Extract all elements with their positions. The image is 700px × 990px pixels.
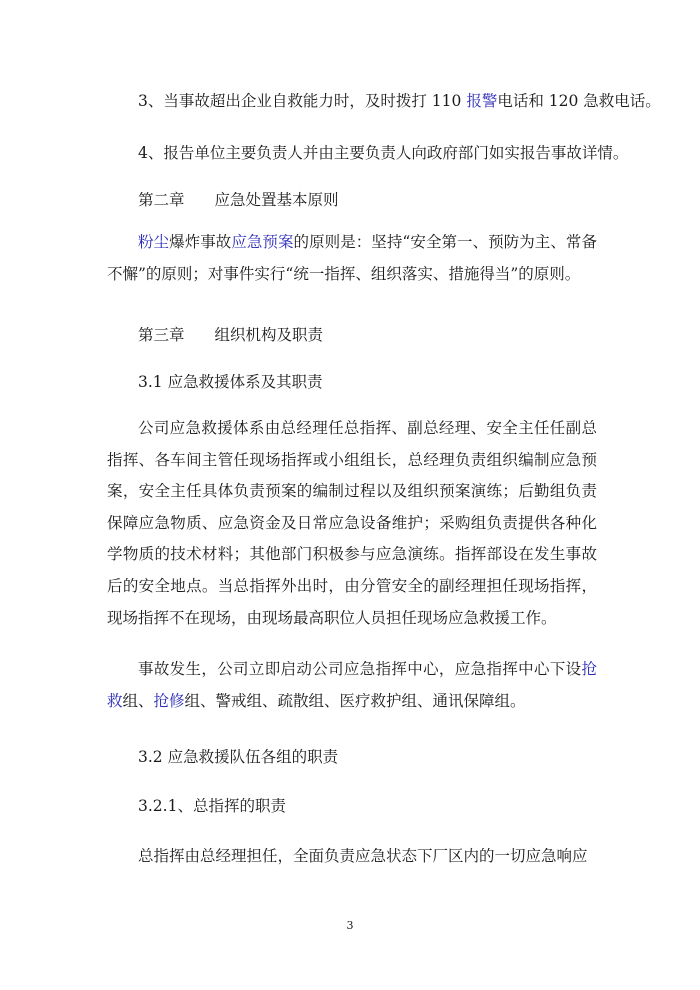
text: 事故发生，公司立即启动公司应急指挥中心，应急指挥中心下设 <box>138 660 582 678</box>
paragraph-item-3 <box>107 91 661 111</box>
section-3-1-heading: 3.1 应急救援体系及其职责 <box>138 373 323 391</box>
text: 组、 <box>122 691 154 710</box>
link-alarm[interactable]: 报警 <box>466 92 498 110</box>
accident-paragraph <box>107 654 597 717</box>
chapter-title: 组织机构及职责 <box>214 326 324 344</box>
text: 的原则是：坚持“安全第一、预防为主、常备不懈”的原则；对事件实行“统一指挥、组织落实、措施得当”的原则。 <box>107 233 597 283</box>
chapter-number: 第二章 <box>138 191 185 209</box>
paragraph-item-4: 4、报告单位主要负责人并由主要负责人向政府部门如实报告事故详情。 <box>138 144 629 162</box>
section-3-2-heading: 3.2 应急救援队伍各组的职责 <box>138 748 339 766</box>
text: 组、警戒组、疏散组、医疗救护组、通讯保障组。 <box>184 691 526 710</box>
section-3-2-1-heading: 3.2.1、总指挥的职责 <box>138 797 286 815</box>
principle-paragraph <box>107 227 597 290</box>
system-paragraph: 公司应急救援体系由总经理任总指挥、副总经理、安全主任任副总指挥、各车间主管任现场指挥或小组组长，总经理负责组织编制应急预案，安全主任具体负责预案的编制过程以及组织预案演练；后勤组负责保障应急物质、应急资金及日常应急设备维护；采购组负责提供各种化学物质的技术材料；其他部门积极参与应急演练。指挥部设在发生事故后的安全地点。当总指挥外出时，由分管安全的副经理担任现场指挥，现场指挥不在现场，由现场最高职位人员担任现场应急救援工作。 <box>107 419 597 627</box>
text: 电话和 120 急救电话。 <box>497 92 661 110</box>
link-rescue[interactable]: 抢救 <box>107 660 597 710</box>
page-number: 3 <box>346 919 354 932</box>
text: 爆炸事故 <box>169 233 232 251</box>
text: 3、当事故超出企业自救能力时，及时拨打 110 <box>138 92 467 110</box>
commander-paragraph: 总指挥由总经理担任，全面负责应急状态下厂区内的一切应急响应 <box>138 847 588 865</box>
chapter-number: 第三章 <box>138 326 185 344</box>
link-emergency-plan[interactable]: 应急预案 <box>231 233 294 251</box>
chapter-3-heading <box>107 325 323 345</box>
link-repair[interactable]: 抢修 <box>153 691 185 710</box>
link-dust[interactable]: 粉尘 <box>138 233 170 251</box>
chapter-title: 应急处置基本原则 <box>214 191 339 209</box>
chapter-2-heading <box>107 190 339 210</box>
